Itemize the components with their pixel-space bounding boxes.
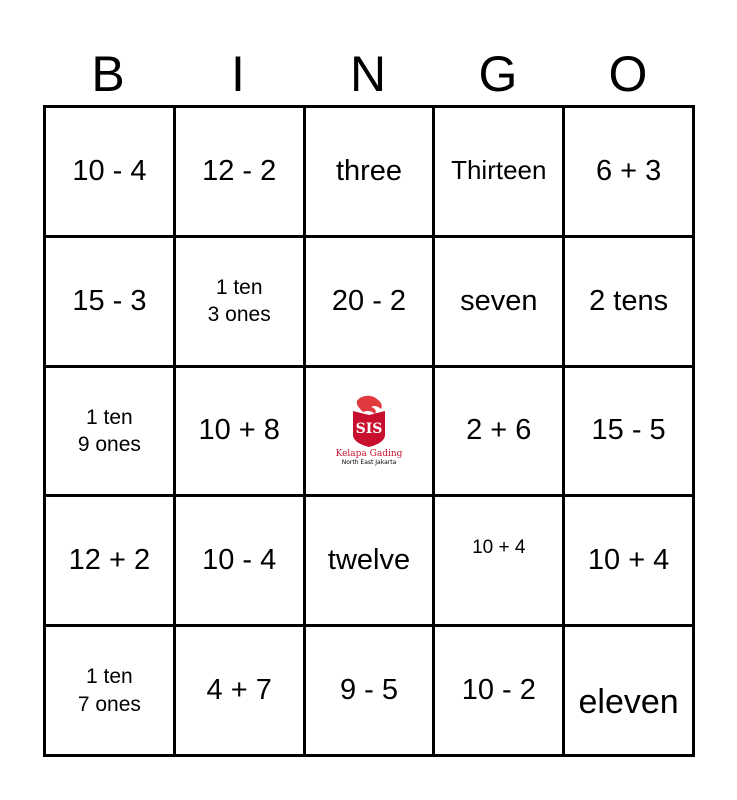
- bingo-cell: 15 - 3: [46, 238, 176, 368]
- header-letter-b: B: [91, 46, 125, 102]
- logo-subtitle: North East Jakarta: [341, 459, 397, 467]
- header-letter-i: I: [231, 46, 245, 102]
- bingo-cell: 2 + 6: [435, 368, 565, 498]
- school-logo: [336, 395, 403, 467]
- header-letter-g: G: [478, 46, 518, 102]
- bingo-cell: 1 ten 3 ones: [176, 238, 306, 368]
- logo-badge-text: SIS: [355, 420, 383, 437]
- header-letter-o: O: [608, 46, 648, 102]
- logo-name: Kelapa Gading: [335, 448, 403, 459]
- bingo-cell: 10 - 2: [435, 627, 565, 757]
- bingo-cell: seven: [435, 238, 565, 368]
- bingo-cell: Thirteen: [435, 108, 565, 238]
- bingo-card: [43, 105, 695, 757]
- bingo-cell: 4 + 7: [176, 627, 306, 757]
- bingo-cell: 1 ten 9 ones: [46, 368, 176, 498]
- bingo-cell: 12 - 2: [176, 108, 306, 238]
- bingo-cell: 12 + 2: [46, 497, 176, 627]
- bingo-cell: 10 + 8: [176, 368, 306, 498]
- bingo-cell: 9 - 5: [306, 627, 436, 757]
- bingo-cell: 20 - 2: [306, 238, 436, 368]
- bingo-cell: 10 - 4: [46, 108, 176, 238]
- bingo-cell: 2 tens: [565, 238, 695, 368]
- bingo-cell: 6 + 3: [565, 108, 695, 238]
- bingo-cell: 10 + 4: [565, 497, 695, 627]
- bingo-cell: three: [306, 108, 436, 238]
- bingo-cell: 15 - 5: [565, 368, 695, 498]
- lion-shield-icon: [347, 395, 391, 447]
- bingo-cell: 1 ten 7 ones: [46, 627, 176, 757]
- bingo-cell: 10 + 4: [435, 497, 565, 627]
- header-letter-n: N: [349, 46, 387, 102]
- bingo-cell: 10 - 4: [176, 497, 306, 627]
- bingo-cell: eleven: [565, 627, 695, 757]
- bingo-cell: twelve: [306, 497, 436, 627]
- free-space-cell: [306, 368, 436, 498]
